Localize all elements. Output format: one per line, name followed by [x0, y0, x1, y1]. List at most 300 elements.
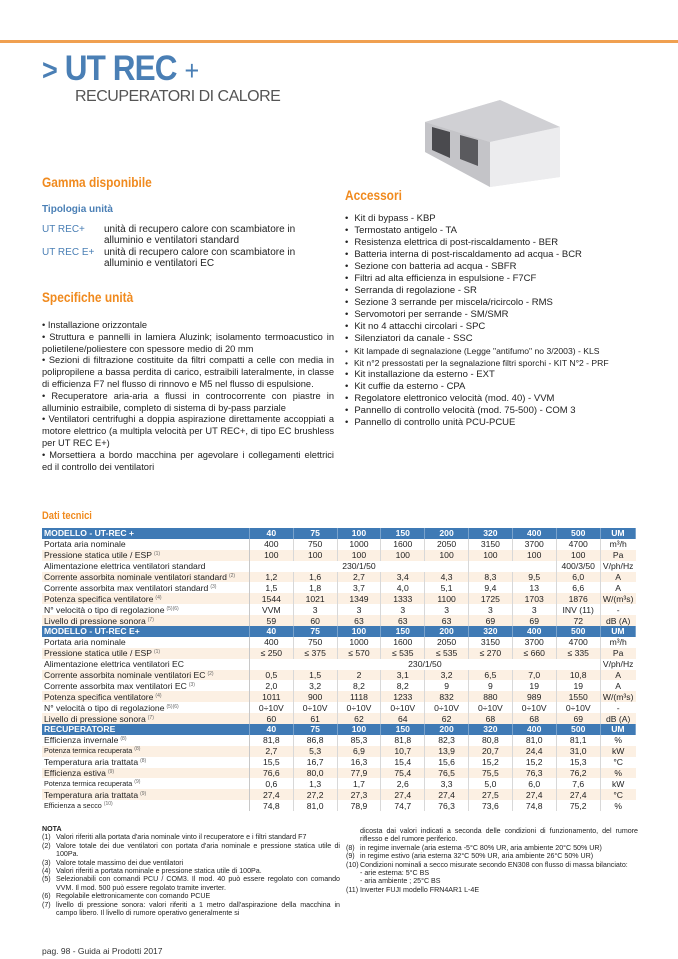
table-cell: [556, 702, 600, 713]
cell-value: 40: [266, 528, 277, 539]
table-cell: [337, 582, 381, 593]
cell-value: 100: [571, 550, 586, 561]
cell-value: 81,0: [306, 800, 324, 811]
note-index: (1): [42, 833, 51, 842]
cell-value: 880: [483, 691, 498, 702]
table-cell: [337, 724, 381, 735]
cell-value: 7,6: [572, 778, 585, 789]
table-row: [42, 637, 636, 648]
note-ref: (5)(6): [166, 605, 179, 612]
table-cell: [468, 670, 512, 681]
cell-value: °C: [613, 757, 623, 768]
cell-value: 82,3: [438, 735, 455, 746]
table-cell: [337, 800, 381, 811]
cell-value: 1100: [437, 593, 456, 604]
table-cell: [249, 789, 293, 800]
table-cell: [600, 757, 635, 768]
table-cell: [249, 582, 293, 593]
table-cell: [468, 604, 512, 615]
cell-value: 16,3: [350, 757, 368, 768]
cell-value: 0÷10V: [302, 702, 328, 713]
cell-value: 8,2: [352, 680, 365, 691]
cell-value: 1544: [261, 593, 281, 604]
table-cell: [249, 626, 293, 637]
table-cell: [600, 604, 635, 615]
note-ref: (8): [134, 746, 141, 753]
row-label: [42, 626, 249, 637]
cell-value: 3: [356, 604, 362, 615]
cell-value: 150: [395, 626, 410, 637]
cell-value: 13: [529, 582, 539, 593]
table-row: [42, 615, 636, 626]
table-cell: [337, 648, 381, 659]
cell-value: 1,8: [309, 582, 322, 593]
cell-value: 69: [573, 713, 583, 724]
cell-value: 0÷10V: [477, 702, 503, 713]
table-cell: [556, 757, 600, 768]
cell-value: 1000: [349, 539, 369, 550]
gamma-item: [42, 247, 332, 270]
cell-value: 320: [483, 528, 498, 539]
table-cell: V/ph/Hz: [602, 561, 634, 572]
table-cell: [556, 746, 600, 757]
gamma-heading: Gamma disponibile: [42, 174, 152, 190]
row-label: [42, 582, 249, 593]
table-cell: V/ph/Hz: [602, 659, 634, 670]
row-label: [42, 789, 249, 800]
cell-value: 64: [397, 713, 408, 724]
cell-value: 78,9: [350, 800, 368, 811]
cell-value: W/(m³s): [602, 691, 634, 702]
row-label-text: RECUPERATORE: [44, 724, 116, 735]
cell-value: 60: [266, 713, 277, 724]
cell-value: 6,0: [528, 778, 541, 789]
cell-value: m³/h: [609, 637, 627, 648]
table-cell: [468, 615, 512, 626]
table-cell: [556, 691, 600, 702]
table-cell: [381, 593, 425, 604]
cell-value: 1,2: [265, 572, 278, 582]
cell-value: 4,0: [396, 582, 409, 593]
table-cell: [425, 680, 469, 691]
table-cell: [512, 691, 556, 702]
table-cell: [337, 768, 381, 779]
table-cell: Alimentazione elettrica ventilatori standard: [42, 561, 249, 572]
table-cell: [293, 582, 337, 593]
table-cell: [512, 637, 556, 648]
note-text: dicosta dai valori indicati a seconda delle condizioni di funzionamento, del rumore riflesso e del rumore periferico.: [360, 827, 638, 844]
cell-value: 100: [527, 550, 542, 561]
cell-value: 1233: [393, 691, 413, 702]
row-label: [42, 648, 249, 659]
row-label-text: Temperatura aria trattata: [44, 757, 139, 768]
table-cell: [556, 648, 600, 659]
table-cell: [512, 572, 556, 583]
row-label: [42, 746, 249, 757]
row-label-text: MODELLO - UT-REC E+: [44, 626, 140, 637]
accessori-heading: Accessori: [345, 187, 402, 203]
cell-value: 5,3: [309, 746, 322, 757]
cell-value: 2,6: [396, 778, 409, 789]
row-label: [42, 800, 249, 811]
table-cell: [293, 778, 337, 789]
cell-value: kW: [611, 778, 625, 789]
note-ref: (9): [134, 778, 141, 785]
note-item: [42, 833, 340, 841]
gamma-list: [42, 224, 332, 270]
cell-value: ≤ 535: [392, 648, 414, 659]
product-image: [420, 92, 560, 187]
cell-value: 76,5: [438, 768, 455, 779]
note-text: - aria ambiente ; 25°C BS: [360, 877, 441, 886]
table-cell: [425, 670, 469, 681]
table-cell: [600, 746, 635, 757]
cell-value: UM: [611, 528, 625, 539]
note-item: [42, 901, 340, 918]
table-cell: [556, 768, 600, 779]
cell-value: 3150: [480, 539, 500, 550]
table-cell: [337, 757, 381, 768]
table-cell: [425, 746, 469, 757]
note-index: (6): [42, 892, 51, 901]
note-text: Condizioni nominali a secco misurate secondo EN308 con flusso di massa bilanciato:: [360, 860, 628, 869]
table-cell: [600, 778, 635, 789]
table-cell: [293, 572, 337, 583]
table-cell: [381, 615, 425, 626]
cell-value: 400: [527, 528, 542, 539]
cell-value: 85,3: [350, 735, 368, 746]
table-cell: [556, 800, 600, 811]
cell-value: 3: [312, 604, 318, 615]
table-cell: [249, 702, 293, 713]
table-cell: [293, 800, 337, 811]
table-cell: [556, 604, 600, 615]
table-cell: [512, 735, 556, 746]
table-cell: [468, 691, 512, 702]
cell-value: 1333: [393, 593, 413, 604]
table-row: [42, 702, 636, 713]
cell-value: VVM: [262, 604, 281, 615]
table-cell: [556, 735, 600, 746]
table-row: [42, 670, 636, 681]
accessory-item: • Regolatore elettronico velocità (mod. 40) - VVM: [345, 393, 609, 405]
note-ref: (1): [153, 551, 161, 558]
table-cell: [600, 735, 635, 746]
cell-value: 10,8: [569, 670, 587, 681]
table-cell: [600, 713, 635, 724]
cell-value: 100: [351, 550, 367, 561]
cell-value: 62: [354, 713, 364, 724]
cell-value: 200: [439, 626, 454, 637]
table-cell: [512, 680, 556, 691]
table-cell: 230/1/50: [249, 561, 468, 572]
row-label-text: N° velocità o tipo di regolazione: [44, 604, 165, 615]
cell-value: 9: [444, 680, 449, 691]
row-label-text: Corrente assorbita max ventilatori EC: [44, 680, 187, 691]
table-cell: [600, 691, 635, 702]
table-cell: [293, 746, 337, 757]
spec-item: • Morsettiera a bordo macchina per agevolare i collegamenti elettrici ed il controllo dei ventilatori: [42, 450, 334, 474]
accessory-item: • Sezione con batteria ad acqua - SBFR: [345, 261, 609, 273]
cell-value: 1,6: [309, 572, 322, 582]
table-cell: [381, 778, 425, 789]
cell-value: 1011: [262, 691, 281, 702]
cell-value: 1349: [349, 593, 369, 604]
table-cell: [512, 724, 556, 735]
cell-value: 3,2: [309, 680, 322, 691]
table-cell: [556, 528, 600, 539]
table-cell: [337, 572, 381, 583]
row-label-text: Portata aria nominale: [44, 637, 126, 648]
table-cell: [425, 757, 469, 768]
note-ref: (7): [147, 714, 154, 721]
cell-value: 0÷10V: [434, 702, 459, 713]
table-cell: [600, 572, 635, 583]
note-item: [42, 875, 340, 892]
row-label: [42, 637, 249, 648]
table-cell: [293, 724, 337, 735]
note-text: Regolabile elettronicamente con comando PCUE: [56, 892, 211, 901]
row-label-text: Livello di pressione sonora: [44, 615, 146, 626]
cell-value: 62: [441, 713, 452, 724]
cell-value: 75,5: [482, 768, 499, 779]
table-row: [42, 757, 636, 768]
cell-value: 832: [439, 691, 454, 702]
cell-value: 0,5: [265, 670, 278, 681]
row-label-text: Potenza specifica ventilatore: [44, 593, 154, 604]
note-ref: (3): [188, 681, 195, 688]
table-cell: [600, 789, 635, 800]
row-label-text: Efficienza a secco: [44, 800, 102, 810]
cell-value: 1118: [350, 691, 368, 702]
row-label-text: Corrente assorbita nominale ventilatori standard: [44, 572, 227, 582]
cell-value: 1876: [568, 593, 588, 604]
cell-value: 31,0: [569, 746, 587, 757]
cell-value: 81,8: [394, 735, 412, 746]
cell-value: 10,7: [394, 746, 412, 757]
cell-value: 24,4: [525, 746, 543, 757]
table-cell: [468, 789, 512, 800]
table-cell: [249, 604, 293, 615]
row-label: [42, 768, 249, 779]
note-text: Valore totale dei due ventilatori con portata d'aria nominale e pressione statica utile di 100Pa.: [56, 841, 340, 859]
cell-value: 100: [395, 550, 410, 561]
cell-value: 100: [483, 550, 498, 561]
table-cell: [249, 593, 293, 604]
cell-value: ≤ 270: [479, 648, 502, 659]
note-text: in regime invernale (aria esterna -5°C 80% UR, aria ambiente 20°C 50% UR): [360, 843, 602, 852]
table-cell: [512, 768, 556, 779]
cell-value: 5,0: [484, 778, 497, 789]
cell-value: UM: [611, 626, 625, 637]
cell-value: W/(m³s): [602, 593, 634, 604]
cell-value: 74,7: [394, 800, 412, 811]
note-ref: (4): [155, 594, 162, 601]
cell-value: 1600: [393, 637, 413, 648]
tipologia-heading: Tipologia unità: [42, 204, 113, 215]
note-ref: (10): [103, 800, 113, 807]
table-cell: [337, 637, 381, 648]
row-label-text: N° velocità o tipo di regolazione: [44, 702, 165, 713]
table-cell: [293, 648, 337, 659]
table-cell: [425, 582, 469, 593]
table-row: [42, 713, 636, 724]
cell-value: 150: [395, 724, 410, 735]
table-cell: [249, 757, 293, 768]
cell-value: 15,6: [438, 757, 455, 768]
table-cell: [293, 637, 337, 648]
accessory-item: • Kit cuffie da esterno - CPA: [345, 381, 609, 393]
accessory-item: • Kit installazione da esterno - EXT: [345, 369, 609, 381]
cell-value: 20,7: [482, 746, 499, 757]
table-cell: [381, 800, 425, 811]
table-cell: [556, 593, 600, 604]
cell-value: 75: [310, 626, 320, 637]
cell-value: ≤ 570: [348, 648, 370, 659]
cell-value: 74,8: [262, 800, 280, 811]
accessory-item: • Kit di bypass - KBP: [345, 213, 609, 225]
cell-value: 3,7: [352, 582, 365, 593]
cell-value: %: [614, 768, 622, 779]
table-cell: [293, 789, 337, 800]
gamma-desc: unità di recupero calore con scambiatore in alluminio e ventilatori EC: [104, 247, 296, 269]
table-cell: [425, 648, 469, 659]
table-cell: [381, 735, 425, 746]
table-cell: [425, 778, 469, 789]
table-cell: [293, 757, 337, 768]
cell-value: 3,2: [440, 670, 453, 681]
dati-heading: Dati tecnici: [42, 510, 92, 522]
table-row: [42, 572, 636, 583]
note-index: (5): [42, 875, 51, 884]
table-cell: [512, 670, 556, 681]
cell-value: 76,6: [262, 768, 280, 779]
cell-value: 2: [356, 670, 362, 681]
gamma-item: [42, 224, 332, 247]
cell-value: 0÷10V: [390, 702, 416, 713]
table-section-header: [42, 724, 636, 735]
gamma-desc: unità di recupero calore con scambiatore in alluminio e ventilatori standard: [104, 224, 296, 246]
cell-value: 76,3: [525, 768, 543, 779]
row-label: [42, 615, 249, 626]
table-cell: [600, 528, 635, 539]
table-cell: [512, 789, 556, 800]
cell-value: 27,4: [394, 789, 412, 800]
cell-value: 100: [351, 724, 367, 735]
cell-value: 15,5: [262, 757, 280, 768]
accessory-item: • Resistenza elettrica di post-riscaldamento - BER: [345, 237, 609, 249]
cell-value: A: [615, 572, 622, 582]
cell-value: 76,2: [569, 768, 587, 779]
cell-value: 81,8: [262, 735, 280, 746]
table-cell: [381, 670, 425, 681]
table-cell: [468, 582, 512, 593]
table-cell: [337, 702, 381, 713]
table-row: [42, 648, 636, 659]
note-index: (2): [42, 841, 51, 850]
note-ref: (8): [140, 758, 147, 765]
table-cell: [293, 615, 337, 626]
table-cell: [468, 593, 512, 604]
note-item: [42, 892, 340, 900]
table-cell: [381, 713, 425, 724]
cell-value: 0÷10V: [346, 702, 372, 713]
cell-value: 1,5: [309, 670, 322, 681]
table-cell: [425, 550, 469, 561]
table-cell: [293, 539, 337, 550]
row-label-text: Potenza termica recuperata: [44, 778, 133, 788]
row-label: [42, 778, 249, 789]
table-cell: [425, 528, 469, 539]
cell-value: -: [616, 604, 620, 615]
row-label-text: MODELLO - UT-REC +: [44, 528, 134, 539]
cell-value: 16,7: [306, 757, 324, 768]
table-cell: [512, 593, 556, 604]
table-cell: [512, 800, 556, 811]
note-index: [346, 869, 360, 877]
note-item: [42, 859, 340, 867]
table-cell: [249, 648, 293, 659]
table-cell: [381, 582, 425, 593]
table-cell: [381, 604, 425, 615]
table-cell: [468, 735, 512, 746]
cell-value: 1600: [393, 539, 413, 550]
cell-value: 3: [531, 604, 537, 615]
table-cell: [425, 604, 469, 615]
table-cell: [381, 746, 425, 757]
table-cell: [512, 539, 556, 550]
row-label: [42, 670, 249, 681]
cell-value: A: [615, 582, 622, 593]
cell-value: 1703: [524, 593, 544, 604]
cell-value: 1550: [568, 691, 588, 702]
cell-value: 1000: [349, 637, 369, 648]
accessory-item: • Pannello di controllo velocità (mod. 75-500) - COM 3: [345, 405, 609, 417]
table-row: [42, 604, 636, 615]
table-cell: [468, 528, 512, 539]
note-item: [346, 827, 638, 844]
table-row: [42, 680, 636, 691]
row-label: [42, 528, 249, 539]
cell-value: 2050: [437, 539, 457, 550]
page-title: [42, 49, 199, 88]
table-cell: [249, 572, 293, 583]
note-item: [42, 867, 340, 875]
table-cell: [337, 789, 381, 800]
table-cell: [381, 768, 425, 779]
note-text: Valori riferiti alla portata d'aria nominale vinto il recuperatore e i filtri standard F7: [56, 833, 307, 842]
table-cell: [293, 680, 337, 691]
cell-value: 13,9: [438, 746, 455, 757]
table-cell: [556, 550, 600, 561]
cell-value: 73,6: [482, 800, 499, 811]
cell-value: ≤ 535: [435, 648, 458, 659]
cell-value: 69: [485, 615, 496, 626]
table-cell: [425, 724, 469, 735]
table-cell: [600, 648, 635, 659]
table-cell: [425, 713, 469, 724]
row-label-text: Livello di pressione sonora: [44, 713, 146, 724]
table-cell: [425, 637, 469, 648]
row-label: [42, 680, 249, 691]
accessory-item: • Serranda di regolazione - SR: [345, 285, 609, 297]
note-item: [346, 852, 638, 860]
row-label-text: Potenza termica recuperata: [44, 746, 133, 756]
cell-value: -: [616, 702, 620, 713]
table-cell: [512, 778, 556, 789]
table-cell: [468, 757, 512, 768]
notes-title: NOTA: [42, 825, 62, 833]
